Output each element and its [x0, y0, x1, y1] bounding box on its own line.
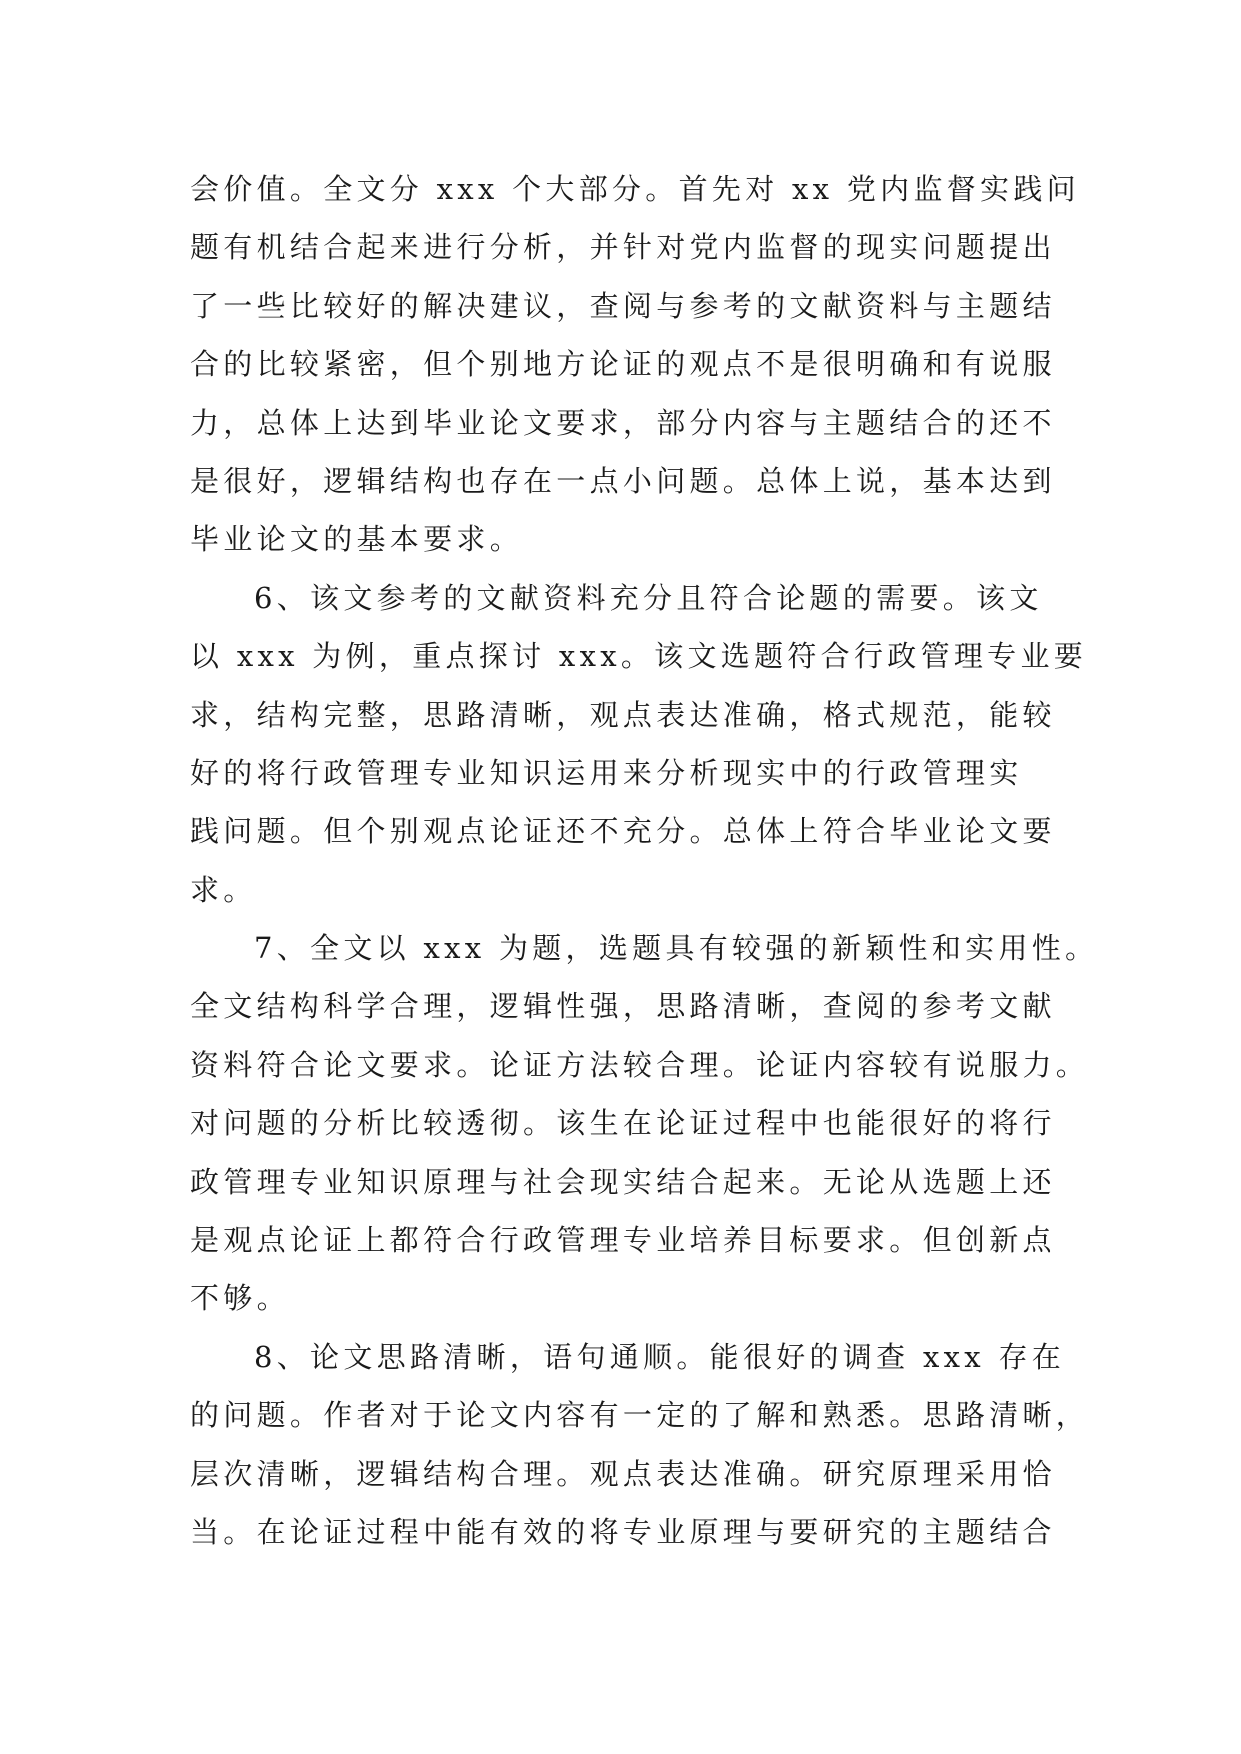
text-line: 合的比较紧密，但个别地方论证的观点不是很明确和有说服	[190, 347, 1056, 382]
body-text	[190, 160, 1099, 1561]
paragraph-8-start: 8、论文思路清晰，语句通顺。能很好的调查 xxx 存在	[254, 1339, 1066, 1374]
text-line: 是观点论证上都符合行政管理专业培养目标要求。但创新点	[190, 1223, 1056, 1258]
text-line: 当。在论证过程中能有效的将专业原理与要研究的主题结合	[190, 1514, 1056, 1549]
paragraph-6-start: 6、该文参考的文献资料充分且符合论题的需要。该文	[254, 580, 1043, 615]
text-line: 以 xxx 为例，重点探讨 xxx。该文选题符合行政管理专业要	[190, 639, 1088, 674]
text-line: 不够。	[190, 1281, 290, 1316]
text-line: 毕业论文的基本要求。	[190, 522, 524, 557]
text-line: 践问题。但个别观点论证还不充分。总体上符合毕业论文要	[190, 814, 1056, 849]
text-line: 好的将行政管理专业知识运用来分析现实中的行政管理实	[190, 755, 1023, 790]
text-line: 求，结构完整，思路清晰，观点表达准确，格式规范，能较	[190, 697, 1056, 732]
text-line: 层次清晰，逻辑结构合理。观点表达准确。研究原理采用恰	[190, 1456, 1056, 1491]
text-line: 资料符合论文要求。论证方法较合理。论证内容较有说服力。	[190, 1047, 1090, 1082]
text-line: 会价值。全文分 xxx 个大部分。首先对 xx 党内监督实践问	[190, 172, 1080, 206]
paragraph-7-start: 7、全文以 xxx 为题，选题具有较强的新颖性和实用性。	[254, 931, 1099, 966]
text-line: 力，总体上达到毕业论文要求，部分内容与主题结合的还不	[190, 405, 1056, 440]
text-line: 是很好，逻辑结构也存在一点小问题。总体上说，基本达到	[190, 463, 1056, 498]
text-line: 政管理专业知识原理与社会现实结合起来。无论从选题上还	[190, 1164, 1056, 1199]
text-line: 的问题。作者对于论文内容有一定的了解和熟悉。思路清晰，	[190, 1398, 1090, 1433]
text-line: 了一些比较好的解决建议，查阅与参考的文献资料与主题结	[190, 288, 1056, 323]
text-line: 求。	[190, 872, 257, 907]
text-line: 全文结构科学合理，逻辑性强，思路清晰，查阅的参考文献	[190, 989, 1056, 1024]
text-line: 题有机结合起来进行分析，并针对党内监督的现实问题提出	[190, 230, 1056, 265]
text-line: 对问题的分析比较透彻。该生在论证过程中也能很好的将行	[190, 1106, 1056, 1141]
